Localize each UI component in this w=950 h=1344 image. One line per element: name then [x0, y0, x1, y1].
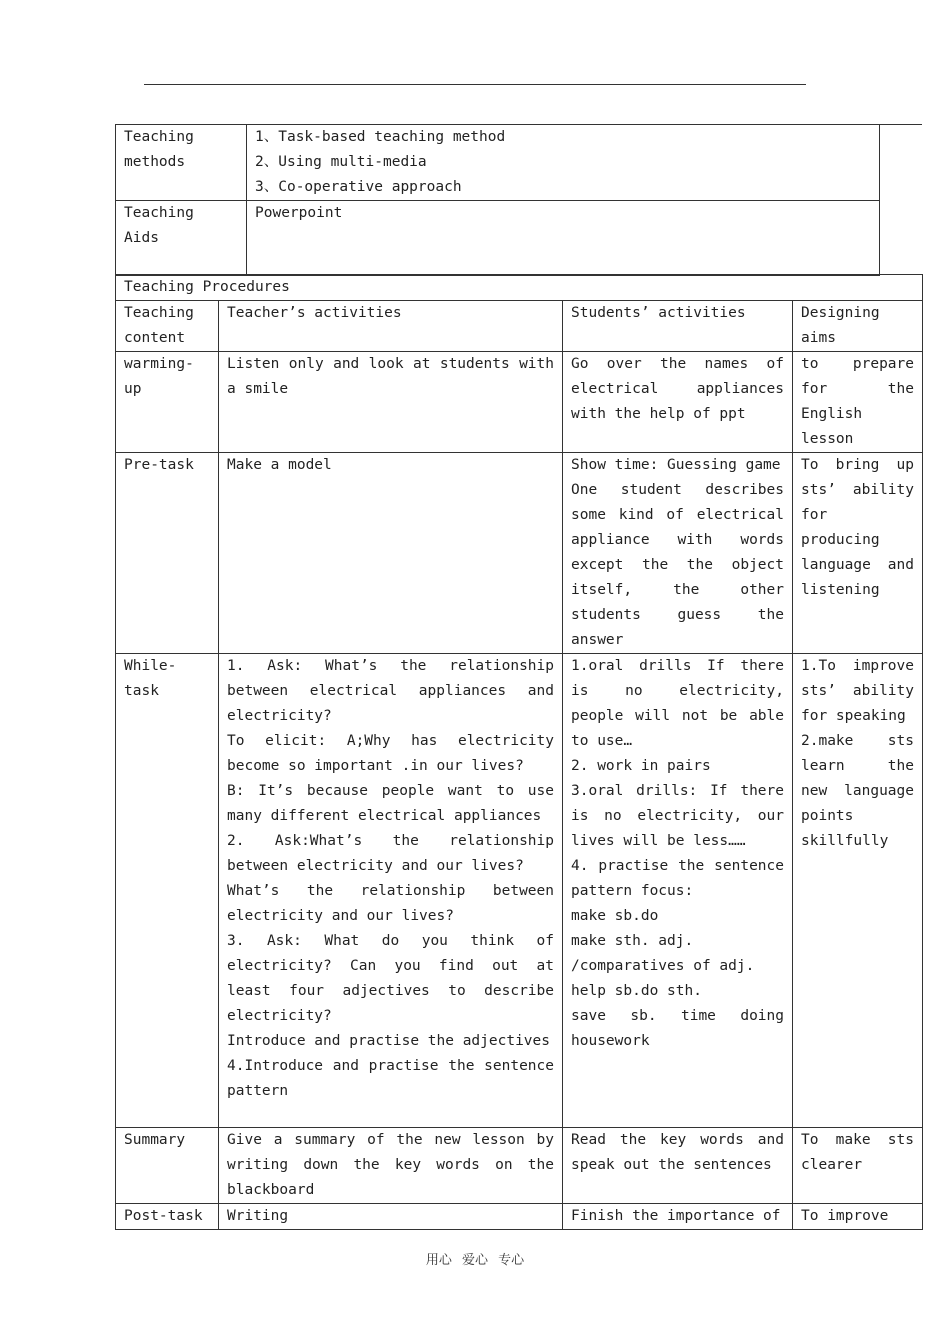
methods-label: Teaching methods: [116, 125, 247, 201]
table-row: [116, 1204, 923, 1230]
teacher-cell: 1. Ask: What’s the relationship between electrical appliances and electricity? To elicit: A;Why has electricity become so important .in our lives? B: It’s because people want to use many different electrical appliances 2. Ask:What’s the relationship between electricity and our lives? What’s the relationship between electricity and our lives? 3. Ask: What do you think of electricity? Can you find out at least four adjectives to describe electricity? Introduce and practise the adjectives 4.Introduce and practise the sentence pattern: [219, 654, 563, 1128]
table-edge-stub: [879, 124, 922, 125]
procedures-table: [115, 274, 923, 1230]
teacher-cell: Writing: [219, 1204, 563, 1230]
column-header: Designing aims: [793, 301, 923, 352]
stage-cell: While- task: [116, 654, 219, 1128]
students-cell: Finish the importance of: [563, 1204, 793, 1230]
column-header: Students’ activities: [563, 301, 793, 352]
students-cell: Go over the names of electrical appliances with the help of ppt: [563, 352, 793, 453]
aims-cell: To bring up sts’ ability for producing language and listening: [793, 453, 923, 654]
table-row: [116, 453, 923, 654]
methods-content: 1、Task-based teaching method 2、Using multi-media 3、Co-operative approach: [247, 125, 880, 201]
stage-cell: Post-task: [116, 1204, 219, 1230]
teacher-cell: Make a model: [219, 453, 563, 654]
column-header: Teacher’s activities: [219, 301, 563, 352]
aims-cell: To make sts clearer: [793, 1128, 923, 1204]
stage-cell: warming-up: [116, 352, 219, 453]
table-row: [116, 125, 880, 201]
column-header: Teaching content: [116, 301, 219, 352]
aims-cell: To improve: [793, 1204, 923, 1230]
table-row: [116, 654, 923, 1128]
header-rule: [144, 84, 806, 85]
students-cell: Read the key words and speak out the sentences: [563, 1128, 793, 1204]
table-row: [116, 1128, 923, 1204]
aims-cell: to prepare for the English lesson: [793, 352, 923, 453]
table-header-row: [116, 301, 923, 352]
teaching-info-table: [115, 124, 880, 276]
page-footer: 用心 爱心 专心: [425, 1253, 525, 1268]
teacher-cell: Listen only and look at students with a smile: [219, 352, 563, 453]
aids-content: Powerpoint: [247, 201, 880, 276]
aids-label: Teaching Aids: [116, 201, 247, 276]
stage-cell: Pre-task: [116, 453, 219, 654]
students-cell: Show time: Guessing game One student describes some kind of electrical appliance with words except the the object itself, the other students guess the answer: [563, 453, 793, 654]
table-row: [116, 275, 923, 301]
procedures-title: Teaching Procedures: [116, 275, 923, 301]
table-row: [116, 352, 923, 453]
students-cell: 1.oral drills If there is no electricity, people will not be able to use… 2. work in pairs 3.oral drills: If there is no electricity, our lives will be less…… 4. practise the sentence pattern focus: make sb.do make sth. adj. /comparatives of adj. help sb.do sth. save sb. time doing housework: [563, 654, 793, 1128]
table-row: [116, 201, 880, 276]
aims-cell: 1.To improve sts’ ability for speaking 2.make sts learn the new language points skillfully: [793, 654, 923, 1128]
teacher-cell: Give a summary of the new lesson by writing down the key words on the blackboard: [219, 1128, 563, 1204]
stage-cell: Summary: [116, 1128, 219, 1204]
